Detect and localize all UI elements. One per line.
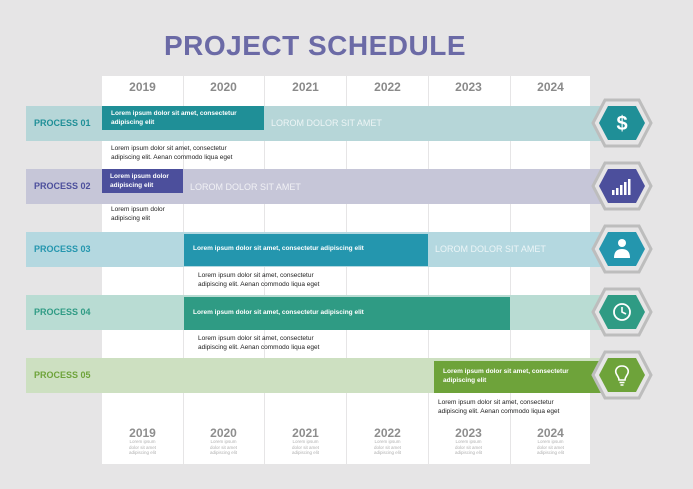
process-label-04: PROCESS 04 xyxy=(34,307,91,317)
bar-text: adipiscing elit xyxy=(110,182,154,189)
footer-note-line: dolor sit amet xyxy=(209,444,237,450)
page-title: PROJECT SCHEDULE xyxy=(163,30,467,61)
year-footer-2023: 2023 xyxy=(455,426,482,440)
year-footer-note xyxy=(265,439,346,456)
note-text: adipiscing elit. Aenan commodo liqua eget xyxy=(438,408,560,415)
year-header-2021: 2021 xyxy=(292,80,319,94)
bar-text: Lorem ipsum dolor sit amet, consectetur xyxy=(111,110,237,117)
year-header-2022: 2022 xyxy=(374,80,401,94)
process-note-05 xyxy=(438,398,559,416)
year-footer-2021: 2021 xyxy=(292,426,319,440)
person-icon xyxy=(591,224,653,274)
year-footer-2022: 2022 xyxy=(374,426,401,440)
bar-chart-icon xyxy=(591,161,653,211)
footer-note-line: adipiscing elit xyxy=(209,450,237,455)
bar-text: Lorem ipsum dolor sit amet, consectetur xyxy=(443,368,569,375)
note-text: Lorem ipsum dolor sit amet, consectetur xyxy=(198,335,314,342)
footer-note-line: Lorem ipsum xyxy=(374,439,401,444)
process-note-02 xyxy=(111,205,165,223)
year-footer-note xyxy=(102,439,183,456)
footer-note-line: Lorem ipsum xyxy=(292,439,319,444)
footer-note-line: dolor sit amet xyxy=(291,444,319,450)
footer-note-line: dolor sit amet xyxy=(536,444,564,450)
process-bar-01 xyxy=(102,106,264,130)
note-text: Lorem ipsum dolor xyxy=(111,206,165,213)
footer-note-line: Lorem ipsum xyxy=(129,439,156,444)
footer-note-line: Lorem ipsum xyxy=(537,439,564,444)
note-text: Lorem ipsum dolor sit amet, consectetur xyxy=(438,399,554,406)
process-bar-02 xyxy=(102,169,183,193)
year-footer-note xyxy=(347,439,428,456)
year-footer-note xyxy=(183,439,264,456)
note-text: Lorem ipsum dolor sit amet, consectetur xyxy=(198,272,314,279)
footer-note-line: dolor sit amet xyxy=(373,444,401,450)
footer-note-line: Lorem ipsum xyxy=(455,439,482,444)
note-text: adipiscing elit. Aenan commodo liqua eget xyxy=(198,281,320,288)
bar-text: Lorem ipsum dolor sit amet, consectetur adipiscing elit xyxy=(193,309,364,316)
process-label-05: PROCESS 05 xyxy=(34,370,91,380)
process-label-01: PROCESS 01 xyxy=(34,118,91,128)
bar-text: adipiscing elit xyxy=(111,119,155,126)
svg-text:$: $ xyxy=(616,113,628,135)
ghost-label-01: LOROM DOLOR SIT AMET xyxy=(271,118,382,128)
footer-note-line: adipiscing elit xyxy=(373,450,401,455)
process-note-01 xyxy=(111,144,232,162)
dollar-icon xyxy=(591,98,653,148)
footer-note-line: dolor sit amet xyxy=(128,444,156,450)
process-label-02: PROCESS 02 xyxy=(34,181,91,191)
process-note-04 xyxy=(198,334,319,352)
process-bar-04 xyxy=(184,297,510,330)
footer-note-line: adipiscing elit xyxy=(291,450,319,455)
ghost-label-02: LOROM DOLOR SIT AMET xyxy=(190,182,301,192)
bar-text: Lorem ipsum dolor sit amet, consectetur adipiscing elit xyxy=(193,245,364,252)
year-header-2024: 2024 xyxy=(537,80,564,94)
footer-note-line: Lorem ipsum xyxy=(210,439,237,444)
process-bar-03 xyxy=(184,234,428,266)
year-header-2023: 2023 xyxy=(455,80,482,94)
year-header-2019: 2019 xyxy=(129,80,156,94)
process-bar-05 xyxy=(434,361,602,393)
note-text: adipiscing elit xyxy=(111,215,151,222)
footer-note-line: dolor sit amet xyxy=(454,444,482,450)
footer-note-line: adipiscing elit xyxy=(454,450,482,455)
bar-text: Lorem ipsum dolor xyxy=(110,173,169,180)
year-footer-note xyxy=(510,439,591,456)
lightbulb-icon xyxy=(591,350,653,400)
year-footer-2020: 2020 xyxy=(210,426,237,440)
ghost-label-03: LOROM DOLOR SIT AMET xyxy=(435,244,546,254)
bar-text: adipiscing elit xyxy=(443,377,487,384)
note-text: adipiscing elit. Aenan commodo liqua eget xyxy=(198,344,320,351)
year-footer-note xyxy=(428,439,509,456)
year-footer-2024: 2024 xyxy=(537,426,564,440)
note-text: adipiscing elit. Aenan commodo liqua eget xyxy=(111,154,233,161)
footer-note-line: adipiscing elit xyxy=(128,450,156,455)
footer-note-line: adipiscing elit xyxy=(536,450,564,455)
year-header-2020: 2020 xyxy=(210,80,237,94)
process-label-03: PROCESS 03 xyxy=(34,244,91,254)
year-footer-2019: 2019 xyxy=(129,426,156,440)
note-text: Lorem ipsum dolor sit amet, consectetur xyxy=(111,145,227,152)
clock-icon xyxy=(591,287,653,337)
process-note-03 xyxy=(198,271,319,289)
